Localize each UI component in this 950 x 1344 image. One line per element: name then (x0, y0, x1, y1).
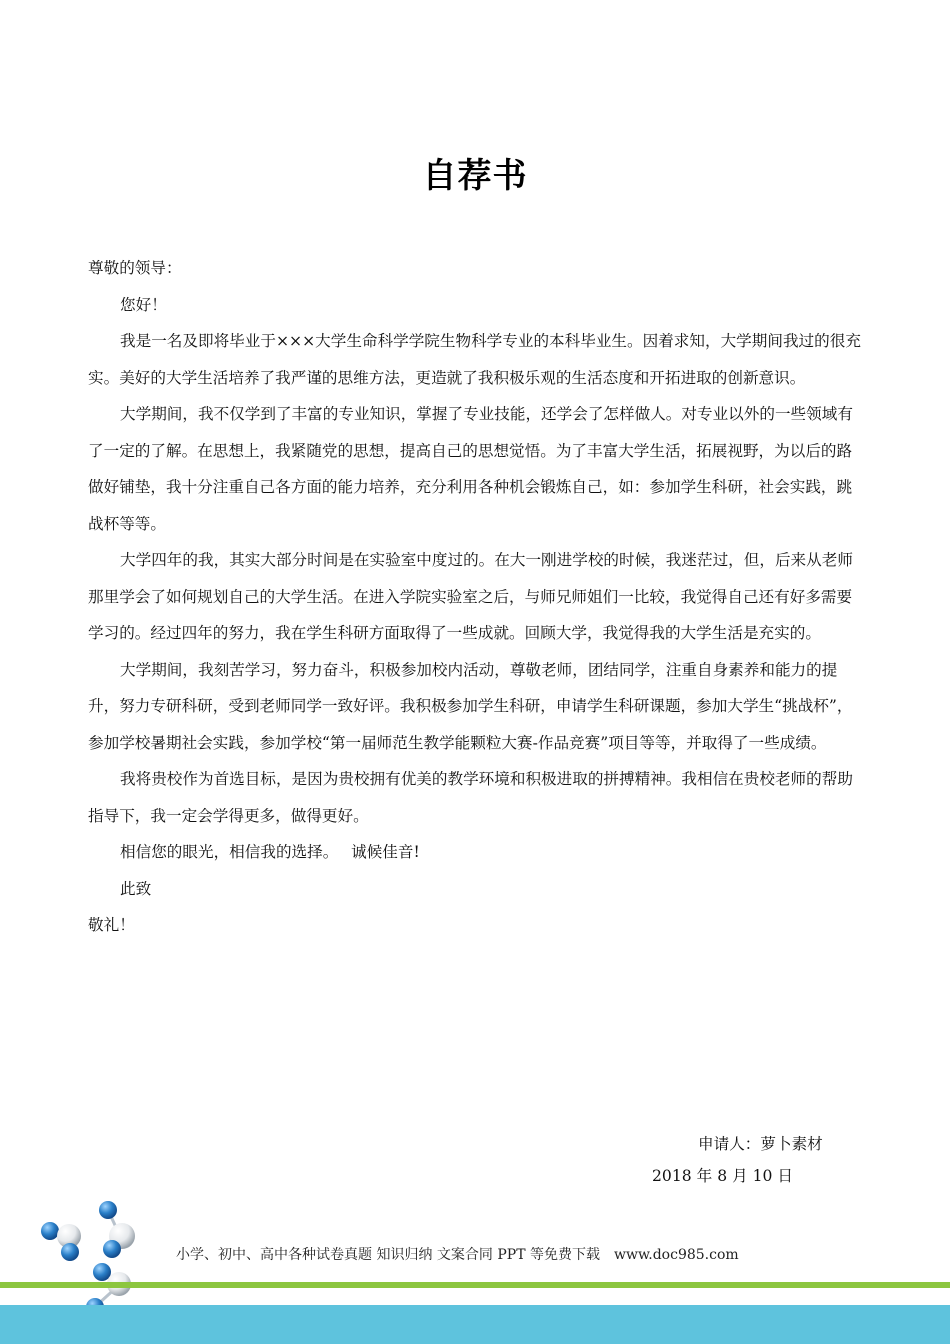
atom-blue-2 (103, 1240, 121, 1258)
achievement-paragraph: 大学期间，我刻苦学习，努力奋斗，积极参加校内活动，尊敬老师，团结同学，注重自身素养和能力的提升，努力专研科研，受到老师同学一致好评。我积极参加学生科研，申请学生科研课题，参加大学生“挑战杯”，参加学校暑期社会实践，参加学校“第一届师范生教学能颗粒大赛-作品竞赛”项目等等，并取得了一些成绩。 (88, 660, 853, 752)
lab-paragraph: 大学四年的我，其实大部分时间是在实验室中度过的。在大一刚进学校的时候，我迷茫过，但，后来从老师那里学会了如何规划自己的大学生活。在进入学院实验室之后，与师兄师姐们一比较，我觉得自己还有好多需要学习的。经过四年的努力，我在学生科研方面取得了一些成就。回顾大学，我觉得我的大学生活是充实的。 (88, 551, 853, 642)
signature: 申请人：萝卜素材 (698, 1135, 823, 1153)
footer-green-band (0, 1282, 950, 1288)
intro-paragraph: 我是一名及即将毕业于×××大学生命科学学院生物科学专业的本科毕业生。因着求知，大学期间我过的很充实。美好的大学生活培养了我严谨的思维方法，更造就了我积极乐观的生活态度和开拓进取的创新意识。 (88, 332, 861, 387)
cizhi-line: 此致 (120, 879, 152, 898)
closing-line: 敬礼！ (88, 916, 135, 934)
hope-paragraph: 相信您的眼光，相信我的选择。 诚候佳音! (120, 843, 420, 861)
motivation-paragraph: 我将贵校作为首选目标，是因为贵校拥有优美的教学环境和积极进取的拼搏精神。我相信在贵校老师的帮助指导下，我一定会学得更多，做得更好。 (88, 770, 853, 825)
greeting-paragraph: 您好！ (120, 295, 167, 314)
study-paragraph: 大学期间，我不仅学到了丰富的专业知识，掌握了专业技能，还学会了怎样做人。对专业以外的一些领域有了一定的了解。在思想上，我紧随党的思想，提高自己的思想觉悟。为了丰富大学生活，拓展视野，为以后的路做好铺垫，我十分注重自己各方面的能力培养，充分利用各种机会锻炼自己，如：参加学生科研，社会实践，跳战杯等等。 (88, 405, 853, 533)
document-title: 自荐书 (422, 156, 528, 196)
letter-body (88, 250, 862, 944)
footer-download-text: 小学、初中、高中各种试卷真题 知识归纳 文案合同 PPT 等免费下载 www.doc985.com (176, 1247, 739, 1263)
atom-blue-5 (93, 1263, 111, 1281)
salutation: 尊敬的领导： (88, 259, 182, 277)
atom-blue-4 (61, 1243, 79, 1261)
atom-blue-3 (41, 1222, 59, 1240)
footer-blue-band (0, 1305, 950, 1344)
molecule-logo-icon (36, 1196, 146, 1321)
atom-blue-1 (99, 1201, 117, 1219)
signature-date: 2018 年 8 月 10 日 (652, 1167, 794, 1185)
